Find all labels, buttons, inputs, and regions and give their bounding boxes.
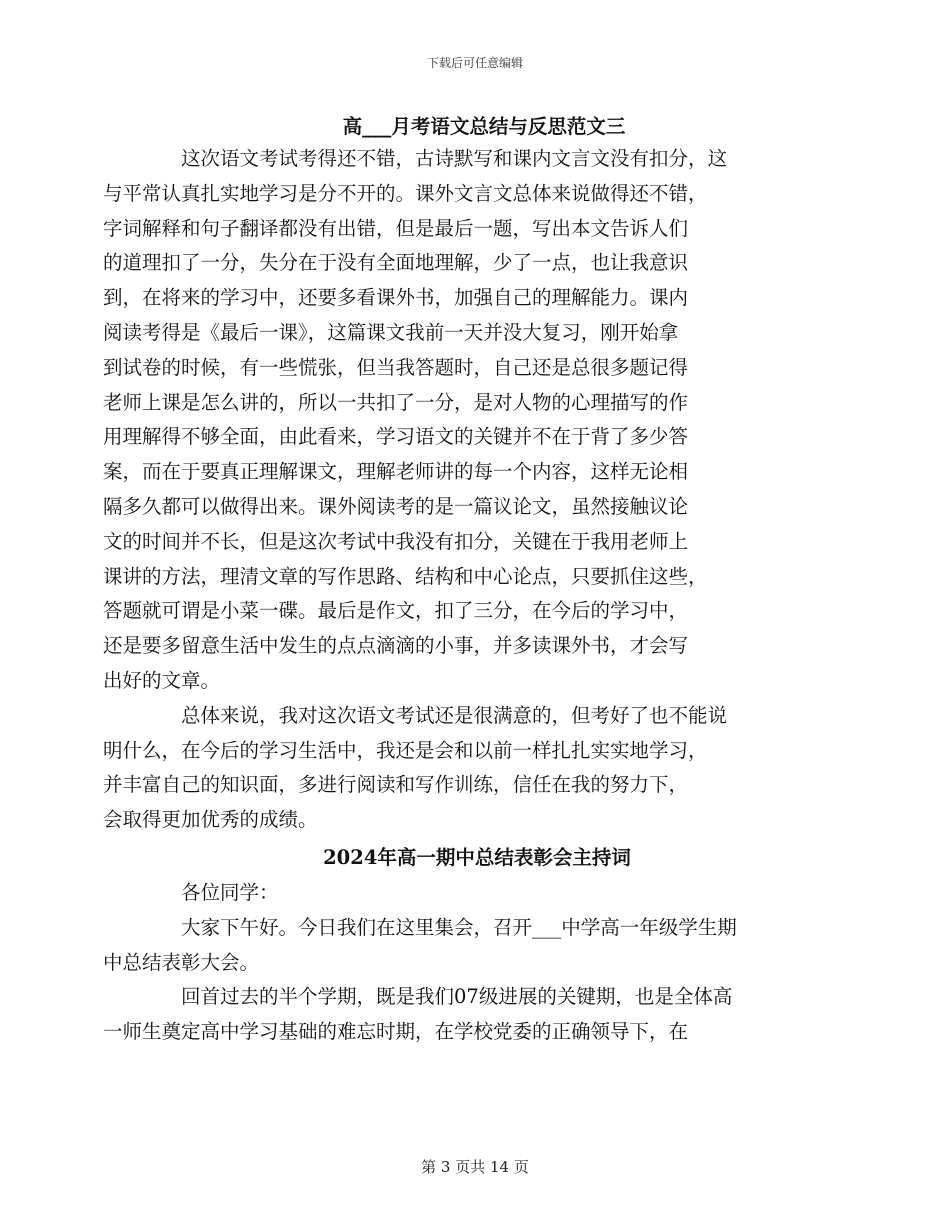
- page-footer: 第 3 页共 14 页: [421, 1158, 529, 1176]
- text-line: 这次语文考试考得还不错，古诗默写和课内文言文没有扣分，这: [181, 147, 728, 170]
- text-line: 课讲的方法，理清文章的写作思路、结构和中心论点，只要抓住这些，: [103, 564, 708, 588]
- text-line: 阅读考得是《最后一课》，这篇课文我前一天并没大复习，刚开始拿: [103, 320, 679, 344]
- text-line: 一师生奠定高中学习基础的难忘时期，在学校党委的正确领导下，在: [103, 1020, 689, 1044]
- paragraph: [103, 980, 812, 1050]
- document-body: [103, 112, 812, 1050]
- text-line: 的道理扣了一分，失分在于没有全面地理解，少了一点，也让我意识: [103, 251, 689, 275]
- section2-title: 2024年高一期中总结表彰会主持词: [323, 845, 631, 869]
- text-line: 隔多久都可以做得出来。课外阅读考的是一篇议论文，虽然接触议论: [103, 494, 689, 518]
- paragraph: [103, 911, 812, 981]
- text-line: 出好的文章。: [103, 668, 221, 692]
- section2-body: [103, 876, 812, 1050]
- section1-title: 高___月考语文总结与反思范文三: [342, 115, 626, 138]
- text-line: 到试卷的时候，有一些慌张，但当我答题时，自己还是总很多题记得: [103, 355, 689, 379]
- text-line: 与平常认真扎实地学习是分不开的。课外文言文总体来说做得还不错，: [103, 181, 708, 205]
- text-line: 到，在将来的学习中，还要多看课外书，加强自己的理解能力。课内: [103, 286, 689, 310]
- text-line: 文的时间并不长，但是这次考试中我没有扣分，关键在于我用老师上: [103, 529, 689, 553]
- text-line: 案，而在于要真正理解课文，理解老师讲的每一个内容，这样无论相: [103, 460, 689, 484]
- paragraph: [103, 699, 812, 838]
- page-header: 下载后可任意编辑: [426, 56, 523, 70]
- text-line: 还是要多留意生活中发生的点点滴滴的小事，并多读课外书，才会写: [103, 634, 689, 658]
- text-line: 总体来说，我对这次语文考试还是很满意的，但考好了也不能说: [181, 703, 728, 727]
- section1-body: [103, 142, 812, 838]
- text-line: 老师上课是怎么讲的，所以一共扣了一分，是对人物的心理描写的作: [103, 390, 689, 414]
- paragraph: [103, 142, 812, 699]
- text-line: 各位同学：: [181, 880, 279, 904]
- text-line: 大家下午好。今日我们在这里集会，召开___中学高一年级学生期: [181, 915, 737, 939]
- text-line: 会取得更加优秀的成绩。: [103, 808, 318, 832]
- text-line: 明什么，在今后的学习生活中，我还是会和以前一样扎扎实实地学习，: [103, 738, 708, 762]
- text-line: 字词解释和句子翻译都没有出错，但是最后一题，写出本文告诉人们: [103, 216, 689, 240]
- text-line: 答题就可谓是小菜一碟。最后是作文，扣了三分，在今后的学习中，: [103, 599, 689, 623]
- paragraph: [142, 876, 812, 911]
- text-line: 用理解得不够全面，由此看来，学习语文的关键并不在于背了多少答: [103, 425, 689, 449]
- text-line: 回首过去的半个学期，既是我们07级进展的关键期，也是全体高: [181, 985, 733, 1009]
- text-line: 中总结表彰大会。: [103, 950, 260, 974]
- text-line: 并丰富自己的知识面，多进行阅读和写作训练，信任在我的努力下，: [103, 773, 689, 797]
